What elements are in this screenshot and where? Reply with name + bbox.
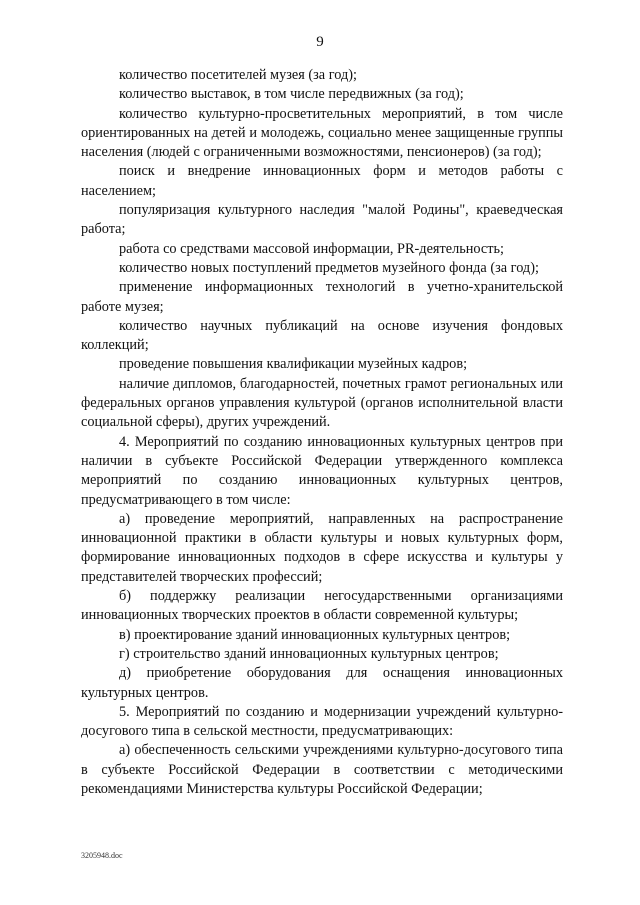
paragraph: работа со средствами массовой информации, PR-деятельность;: [119, 240, 504, 257]
document-body: [81, 66, 563, 799]
paragraph: популяризация культурного наследия "малой Родины", краеведческая работа;: [81, 202, 563, 238]
list-item-b: б) поддержку реализации негосударственными организациями инновационных творческих проектов в области современной культуры;: [81, 588, 563, 624]
paragraph: количество новых поступлений предметов музейного фонда (за год);: [119, 259, 539, 276]
paragraph: количество выставок, в том числе передвижных (за год);: [119, 86, 464, 103]
section-4-paragraph: 4. Мероприятий по созданию инновационных культурных центров при наличии в субъекте Российской Федерации утвержденного комплекса мероприятий по созданию инновационных культурных центров, предусматривающего в том числе:: [81, 433, 563, 508]
footer-filename: 3205948.doc: [81, 851, 123, 860]
list-item-d: д) приобретение оборудования для оснащения инновационных культурных центров.: [81, 665, 563, 701]
paragraph: количество посетителей музея (за год);: [119, 67, 357, 83]
paragraph: количество культурно-просветительных мероприятий, в том числе ориентированных на детей и молодежь, социально менее защищенные группы населения (людей с ограниченными возможностями, пенсионеров) (за год);: [81, 105, 563, 161]
section-5-paragraph: 5. Мероприятий по созданию и модернизации учреждений культурно-досугового типа в сельской местности, предусматривающих:: [81, 703, 563, 740]
list-item-a: а) проведение мероприятий, направленных на распространение инновационной практики в области культуры и новых культурных форм, формирование инновационных подходов в сфере искусства и культуры у представителей творческих профессий;: [81, 510, 563, 585]
list-item-g: г) строительство зданий инновационных культурных центров;: [119, 645, 499, 662]
paragraph: поиск и внедрение инновационных форм и методов работы с населением;: [81, 163, 563, 199]
list-item-v: в) проектирование зданий инновационных культурных центров;: [119, 626, 511, 643]
paragraph: наличие дипломов, благодарностей, почетных грамот региональных или федеральных органов управления культурой (органов исполнительной власти социальной сферы), других учреждений.: [81, 375, 563, 431]
paragraph: проведение повышения квалификации музейных кадров;: [119, 356, 468, 373]
list-item-a: а) обеспеченность сельскими учреждениями культурно-досугового типа в субъекте Российской Федерации в соответствии с методическими рекомендациями Министерства культуры Российской Федерации;: [81, 742, 563, 797]
page-number: 9: [316, 34, 324, 50]
paragraph: количество научных публикаций на основе изучения фондовых коллекций;: [81, 317, 563, 354]
paragraph: применение информационных технологий в учетно-хранительской работе музея;: [81, 279, 563, 315]
